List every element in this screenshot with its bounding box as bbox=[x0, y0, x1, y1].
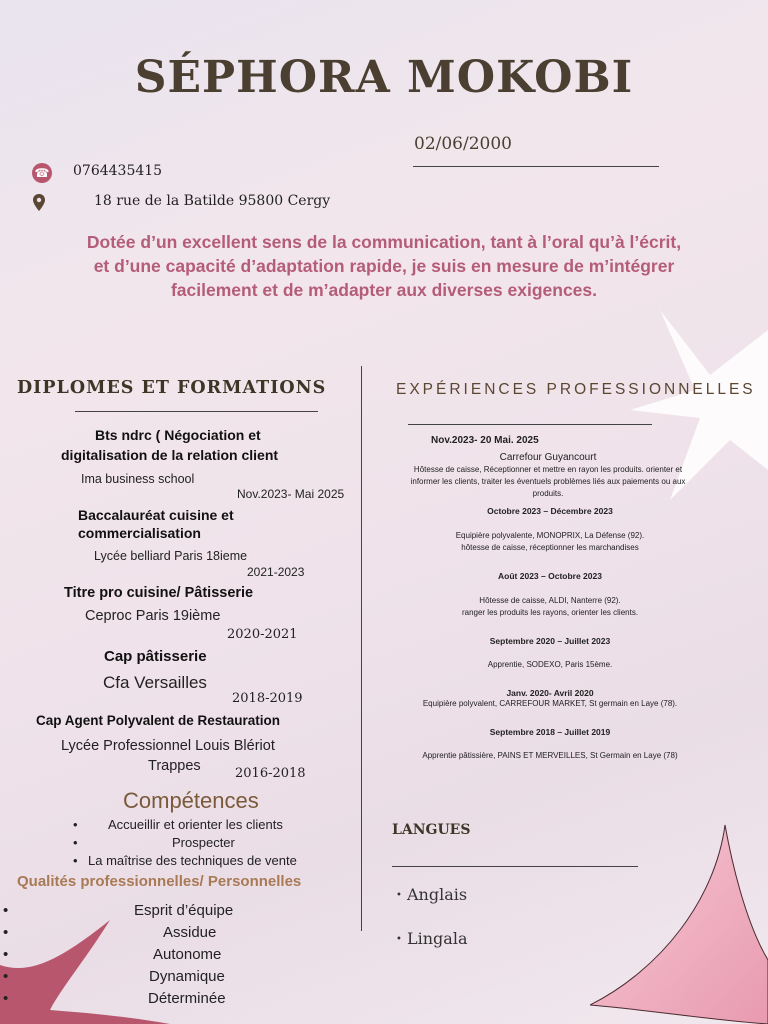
summary-line: Dotée d’un excellent sens de la communication, tant à l’oral qu’à l’écrit, bbox=[86, 232, 682, 252]
qualities-section-title: Qualités professionnelles/ Personnelles bbox=[17, 873, 302, 890]
experience-period: Août 2023 – Octobre 2023 bbox=[498, 571, 602, 581]
profile-summary bbox=[30, 230, 738, 302]
languages-title-underline bbox=[392, 866, 638, 867]
experience-line: Apprentie, SODEXO, Paris 15ème. bbox=[487, 660, 613, 669]
experience-period: Octobre 2023 – Décembre 2023 bbox=[487, 506, 613, 516]
skill-item-text: La maîtrise des techniques de vente bbox=[88, 853, 297, 868]
quality-item-text: Déterminée bbox=[148, 990, 226, 1007]
education-item-period: 2016-2018 bbox=[235, 766, 306, 781]
experience-item bbox=[380, 727, 720, 762]
quality-item: • Autonome bbox=[3, 946, 222, 963]
date-underline bbox=[413, 166, 659, 167]
skills-section-title: Compétences bbox=[123, 788, 259, 813]
skill-item: • La maîtrise des techniques de vente bbox=[73, 853, 297, 868]
languages-section-title: LANGUES bbox=[392, 822, 471, 838]
skill-item-text: Prospecter bbox=[172, 835, 235, 850]
experience-period: Nov.2023- 20 Mai. 2025 bbox=[431, 435, 539, 446]
language-item-text: Lingala bbox=[407, 929, 468, 948]
education-item-title: Cap Agent Polyvalent de Restauration bbox=[36, 713, 281, 728]
language-item-text: Anglais bbox=[407, 885, 468, 904]
experience-period: Janv. 2020- Avril 2020 bbox=[506, 688, 594, 698]
quality-item-text: Dynamique bbox=[149, 968, 225, 985]
quality-item-text: Assidue bbox=[163, 924, 217, 941]
skill-item: • Prospecter bbox=[73, 835, 235, 850]
experience-line: Apprentie pâtissière, PAINS ET MERVEILLES, St Germain en Laye (78) bbox=[422, 751, 678, 760]
education-item-title: Baccalauréat cuisine et bbox=[78, 507, 234, 523]
education-item-school: Trappes bbox=[148, 758, 201, 774]
education-item-title: digitalisation de la relation client bbox=[61, 447, 279, 463]
skills-list bbox=[0, 816, 360, 870]
experience-line: Hôtesse de caisse, Réceptionner et mettre en rayon les produits. orienter et bbox=[413, 465, 683, 474]
summary-line: et d’une capacité d’adaptation rapide, je suis en mesure de m’intégrer bbox=[93, 256, 675, 276]
quality-item: • Dynamique bbox=[3, 968, 225, 985]
decorative-pink-drop-shape bbox=[590, 820, 768, 1024]
experience-section-title: EXPÉRIENCES PROFESSIONNELLES bbox=[396, 381, 756, 398]
experience-line: produits. bbox=[532, 489, 564, 498]
summary-line: facilement et de m’adapter aux diverses exigences. bbox=[170, 280, 598, 300]
quality-item: • Assidue bbox=[3, 924, 217, 941]
education-title-underline bbox=[75, 411, 318, 412]
quality-item-text: Autonome bbox=[153, 946, 222, 963]
location-pin-icon bbox=[30, 193, 48, 213]
education-item-title: Cap pâtisserie bbox=[104, 648, 207, 665]
phone-icon: ☎ bbox=[32, 163, 52, 183]
education-item-school: Ima business school bbox=[81, 472, 195, 486]
experience-line: ranger les produits les rayons, orienter les clients. bbox=[461, 608, 639, 617]
skill-item: • Accueillir et orienter les clients bbox=[73, 817, 283, 832]
experience-item bbox=[380, 506, 720, 554]
quality-item-text: Esprit d’équipe bbox=[134, 902, 234, 919]
qualities-list bbox=[0, 900, 360, 1010]
education-item-school: Cfa Versailles bbox=[103, 673, 207, 692]
quality-item: • Esprit d’équipe bbox=[3, 902, 234, 919]
experience-line: Equipière polyvalent, CARREFOUR MARKET, St germain en Laye (78). bbox=[422, 699, 678, 708]
education-item-title: Titre pro cuisine/ Pâtisserie bbox=[64, 585, 254, 601]
address: 18 rue de la Batilde 95800 Cergy bbox=[94, 193, 331, 209]
education-item-period: 2018-2019 bbox=[232, 691, 303, 706]
quality-item: • Déterminée bbox=[3, 990, 226, 1007]
education-item-period: Nov.2023- Mai 2025 bbox=[237, 487, 345, 501]
candidate-name: SÉPHORA MOKOBI bbox=[134, 52, 634, 103]
education-section-title: DIPLOMES ET FORMATIONS bbox=[17, 378, 327, 398]
education-item-period: 2020-2021 bbox=[227, 627, 298, 642]
education-item-title: commercialisation bbox=[78, 525, 201, 541]
experience-line: Hôtesse de caisse, ALDI, Nanterre (92). bbox=[479, 596, 621, 605]
birth-date: 02/06/2000 bbox=[414, 134, 512, 154]
column-divider bbox=[361, 366, 362, 931]
experience-line: Carrefour Guyancourt bbox=[499, 452, 597, 463]
experience-title-underline bbox=[408, 424, 652, 425]
experience-item bbox=[380, 636, 720, 671]
language-item: • Lingala bbox=[396, 929, 468, 948]
education-item-school: Lycée Professionnel Louis Blériot bbox=[61, 738, 275, 754]
phone-number: 0764435415 bbox=[73, 163, 163, 179]
language-item: • Anglais bbox=[396, 885, 468, 904]
education-item-period: 2021-2023 bbox=[247, 565, 305, 579]
experience-item bbox=[380, 688, 720, 710]
experience-period: Septembre 2018 – Juillet 2019 bbox=[489, 727, 611, 737]
education-item-school: Lycée belliard Paris 18ieme bbox=[94, 549, 248, 563]
experience-details bbox=[378, 451, 718, 500]
experience-line: Equipière polyvalente, MONOPRIX, La Défense (92). bbox=[455, 531, 645, 540]
experience-line: hôtesse de caisse, réceptionner les marchandises bbox=[461, 543, 639, 552]
experience-line: informer les clients, traiter les éventuels problèmes liés aux paiements ou aux bbox=[410, 477, 686, 486]
education-item-title: Bts ndrc ( Négociation et bbox=[95, 427, 261, 443]
experience-item bbox=[380, 571, 720, 619]
experience-period: Septembre 2020 – Juillet 2023 bbox=[489, 636, 611, 646]
education-item-school: Ceproc Paris 19ième bbox=[85, 608, 221, 624]
skill-item-text: Accueillir et orienter les clients bbox=[108, 817, 283, 832]
